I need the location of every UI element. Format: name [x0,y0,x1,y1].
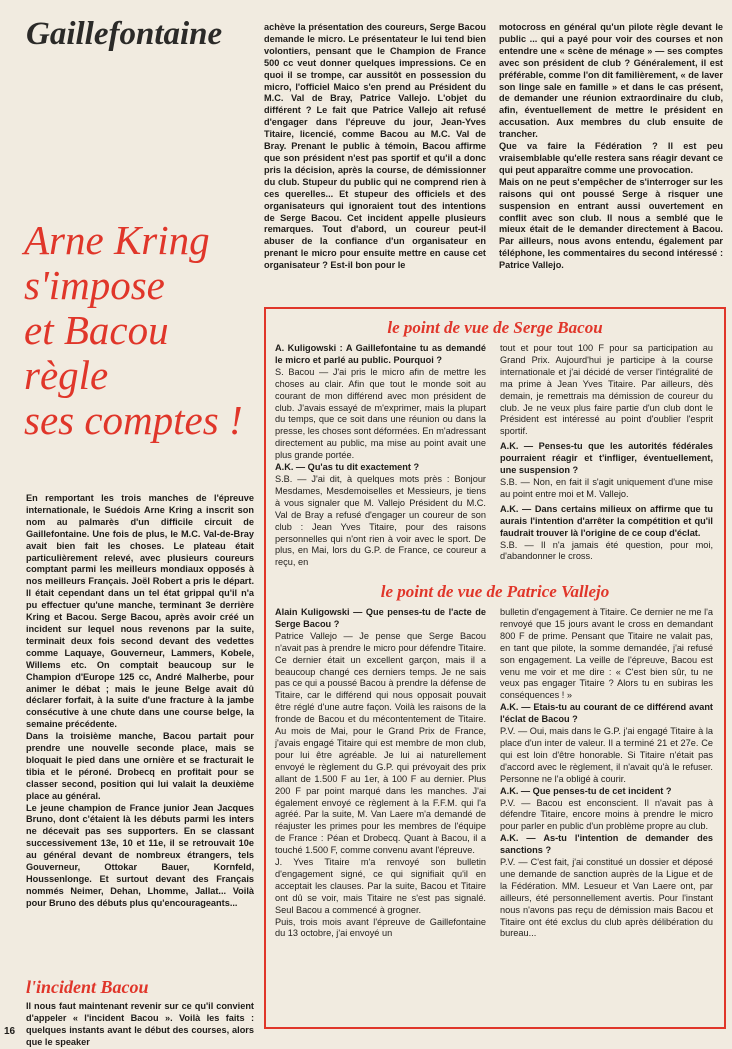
interview-question: A.K. — Etais-tu au courant de ce différend avant l'éclat de Bacou ? [500,702,713,725]
page-number: 16 [4,1026,16,1037]
headline-line: et Bacou [24,307,169,353]
interview-answer: tout et pour tout 100 F pour sa participation au Grand Prix. Aujourd'hui je participe à la course internationale et j'ai décidé de verser l'intégralité de ma prime à Jean Yves Titaire. Par ailleurs, dès demain, je remettrais ma démission de coureur du club. Je ne veux plus faire partie d'un club dont le Président est intéressé au point d'oublier l'esprit sportif. [500,343,713,437]
interview-answer: S.B. — J'ai dit, à quelques mots près : Bonjour Mesdames, Mesdemoiselles et Messieurs, je tiens à vous signaler que M. Vallejo Président du M.C. Val de Bray a refusé d'engager un coureur de son club : Jean Yves Titaire, pour des raisons personnelles qui n'ont rien à voir avec le sport. De plus, en Mai, lors du G.P. de France, ce coureur a reçu, en [275,473,486,568]
interview-question: A.K. — Qu'as tu dit exactement ? [275,462,420,473]
right-paragraph: motocross en général qu'un pilote règle devant le public ... qui a payé pour voir des courses et non entendre une « scène de ménage » — ses comptes avec son président de club ? Généralement, il est préférable, comme l'on dit familièrement, « de laver son linge sale en famille » et dans le cas présent, de demander une réunion extraordinaire du club, afin, éventuellement de mettre le président en accusation. Aux membres du club ensuite de trancher. [499,22,723,140]
vallejo-left-column [275,607,486,940]
interview-answer: bulletin d'engagement à Titaire. Ce dernier ne me l'a renvoyé que 15 jours avant le cross en demandant 800 F de prime. Pensant que Titaire ne valait pas, en tant que pilote, la somme demandée, j'ai refusé son engagement. La veille de l'épreuve, Bacou est venu me voir et me dire : « C'est bien sûr, tu ne veux pas engager Titaire ? Alors tu en subiras les conséquences ! » [500,607,713,701]
bacou-heading: le point de vue de Serge Bacou [387,318,603,337]
headline-line: ses comptes ! [24,397,243,443]
interview-answer: Patrice Vallejo — Je pense que Serge Bacou n'avait pas à prendre le micro pour défendre Titaire. Ce dernier était un excellent garçon, mais il a beaucoup changé ces derniers temps. Je ne sais pas ce qui a poussé Bacou à prendre la défense de Titaire, car le différend qui nous opposait pouvait être réglé d'une autre façon. Voilà les raisons de la fronde de Bacou et du mécontentement de Titaire. Au mois de Mai, pour le Grand Prix de France, j'avais engagé Titaire qui est membre de mon club, pour lui être agréable. Je lui ai naturellement envoyé le règlement du G.P. qui prévoyait des prix allant de 1.500 F au 1er, à 100 F au dernier. Plus 200 F par point marqué dans les manches. J'ai également envoyé ce règlement à la F.F.M. qui l'a agréé. Par la suite, M. Van Laere m'a demandé de réajuster les primes pour les membres de l'équipe de France : Péan et Drobecq. Quant à Bacou, il a touché 1.500 F, comme convenu avant l'épreuve. [275,630,486,856]
page-title: Gaillefontaine [26,16,223,52]
interview-question: A.K. — As-tu l'intention de demander des sanctions ? [500,833,713,856]
headline-line: règle [24,352,109,398]
interview-answer: P.V. — Bacou est enconscient. Il n'avait pas à défendre Titaire, encore moins à prendre le micro pour parler en public d'un problème propre au club. [500,797,713,832]
intro-paragraph: Dans la troisième manche, Bacou partait pour prendre une nouvelle seconde place, mais se bloquait le pied dans une ornière et se fracturait le tibia et le péroné. Drobecq en profitait pour se classer second, position qui lui valait la deuxième place au général. [26,731,254,801]
vallejo-right-column [500,607,713,940]
headline-line: s'impose [24,262,165,308]
interview-answer: S.B. — Il n'a jamais été question, pour moi, d'abandonner le cross. [500,539,713,562]
headline-line: Arne Kring [24,217,210,263]
incident-heading: l'incident Bacou [26,977,149,997]
intro-column [26,493,254,910]
interview-answer: P.V. — C'est fait, j'ai constitué un dossier et déposé une demande de sanction auprès de la Ligue et de la Fédération. MM. Lesueur et Van Laere ont, par ailleurs, été personnellement avertis. Pour l'instant nous n'avons pas reçu de démission mais Bacou et Titaire ont été exclus du club après délibération du bureau... [500,857,713,939]
right-paragraph: Mais on ne peut s'empêcher de s'interroger sur les raisons qui ont poussé Serge à risquer une suspension en entrant aussi ouvertement en conflit avec son club. Il nous a semblé que le mieux était de le demander directement à Bacou. Par ailleurs, nous avons entendu, également par téléphone, les commentaires du second intéressé : Patrice Vallejo. [499,176,723,271]
intro-paragraph: En remportant les trois manches de l'épreuve internationale, le Suédois Arne Kring a inscrit son nom au palmarès d'un difficile circuit de Gaillefontaine. Une fois de plus, le M.C. Val-de-Bray avait bien fait les choses. Le plateau était particulièrement relevé, avec plusieurs coureurs comptant parmi les meilleurs mondiaux opposés à nos meilleurs Français. Joël Robert a pris le départ. Il était cependant dans un tel état grippal qu'il n'a pu effectuer qu'une manche, terminant 3e derrière Kring et Bacou. Serge Bacou, après avoir créé un incident sur lequel nous revenons par la suite, terminait deux fois second devant des vedettes comme Laquaye, Gouverneur, Lammers, Kobele, Willems etc. On comptait beaucoup sur le Champion d'Europe 125 cc, André Malherbe, pour animer le débat ; mais le jeune Belge avait dû déclarer forfait, à la suite d'une fracture à la jambe consécutive à une chute dans une course belge, la semaine précédente. [26,493,254,730]
intro-paragraph: Le jeune champion de France junior Jean Jacques Bruno, dont c'étaient là les débuts parmi les inters ne décevait pas ses supporters. En se classant successivement 13e, 10 et 11e, il se retrouvait 10e au général devant de nombreux étrangers, tels Gouverneur, Ottokar Bauer, Kornfeld, Houssenlonge. Et surtout devant des Français nommés Neimer, Dehan, Lhomme, Jallat... Voilà pour Bruno des débuts plus qu'encourageants... [26,802,254,908]
interview-answer: J. Yves Titaire m'a renvoyé son bulletin d'engagement signé, ce qui signifiait qu'il en acceptait les clauses. Par la suite, Bacou et Titaire ont dû se voir, mais Titaire ne s'est pas signalé. Seul Bacou a commencé à grogner. [275,857,486,915]
vallejo-heading: le point de vue de Patrice Vallejo [380,582,610,601]
interview-question: A.K. — Que penses-tu de cet incident ? [500,785,672,796]
bacou-right-column [500,343,713,563]
headline [24,218,252,443]
right-column [499,22,723,272]
bacou-left-column [275,343,486,569]
interview-question: A. Kuligowski : A Gaillefontaine tu as demandé le micro et parlé au public. Pourquoi ? [275,343,486,365]
interview-answer: Puis, trois mois avant l'épreuve de Gaillefontaine du 13 octobre, j'ai envoyé un [275,916,486,939]
interview-question: A.K. — Penses-tu que les autorités fédérales pourraient réagir et t'infliger, éventuellement, une suspension ? [500,441,713,476]
interview-answer: P.V. — Oui, mais dans le G.P. j'ai engagé Titaire à la place d'un inter de valeur. Il a terminé 21 et 27e. Ce qui est loin d'être honorable. Si Titaire n'était pas d'accord avec le règlement, il n'avait qu'à le refuser. Personne ne l'a obligé à courir. [500,726,713,784]
interview-question: A.K. — Dans certains milieux on affirme que tu aurais l'intention d'arrêter la compétition et qu'il faudrait trouver là l'origine de ce coup d'éclat. [500,503,713,538]
interview-answer: S.B. — Non, en fait il s'agit uniquement d'une mise au point entre moi et M. Vallejo. [500,476,713,499]
incident-text: Il nous faut maintenant revenir sur ce qu'il convient d'appeler « l'incident Bacou ». Voilà les faits : quelques instants avant le début des courses, alors que le speaker [26,1001,254,1047]
right-paragraph: Que va faire la Fédération ? Il est peu vraisemblable qu'elle restera sans réagir devant ce qui peut apparaître comme une provocation. [499,141,723,175]
interview-question: Alain Kuligowski — Que penses-tu de l'acte de Serge Bacou ? [275,607,486,629]
interview-answer: S. Bacou — J'ai pris le micro afin de mettre les choses au clair. Afin que tout le monde soit au courant de mon différend avec mon président de club. J'avais essayé de m'exprimer, mais la plupart du temps, que ce soit dans une réunion ou dans la presse, les choses sont déformées. En m'adressant directement au public, ma mise au point avait une plus grande portée. [275,366,486,461]
middle-column-text: achève la présentation des coureurs, Serge Bacou demande le micro. Le présentateur le lui tend bien volontiers, pensant que le Champion de France 500 cc veut donner quelques impressions. Ce en quoi il se trompe, car aussitôt en possession du micro, l'officiel Maico s'en prend au Président du M.C. Val de Bray, Patrice Vallejo. L'objet du différent ? Le fait que Patrice Vallejo ait refusé d'engager dans l'épreuve du jour, Jean-Yves Titaire, licencié, comme Bacou au M.C. Val de Bray. Prenant le public à témoin, Bacou affirme que son président n'est pas sportif et qu'il a donc pris la décision, après la course, de démissionner du club. Stupeur du public qui ne comprend rien à ces querelles... Et stupeur des officiels et des organisateurs qui ignoraient tout des intentions de Serge Bacou. Cet incident appelle plusieurs remarques. Tout d'abord, un coureur peut-il abuser de la confiance d'un organisateur en prenant le micro pour ensuite mettre en cause cet organisateur ? Est-il bon pour le [264,22,486,271]
